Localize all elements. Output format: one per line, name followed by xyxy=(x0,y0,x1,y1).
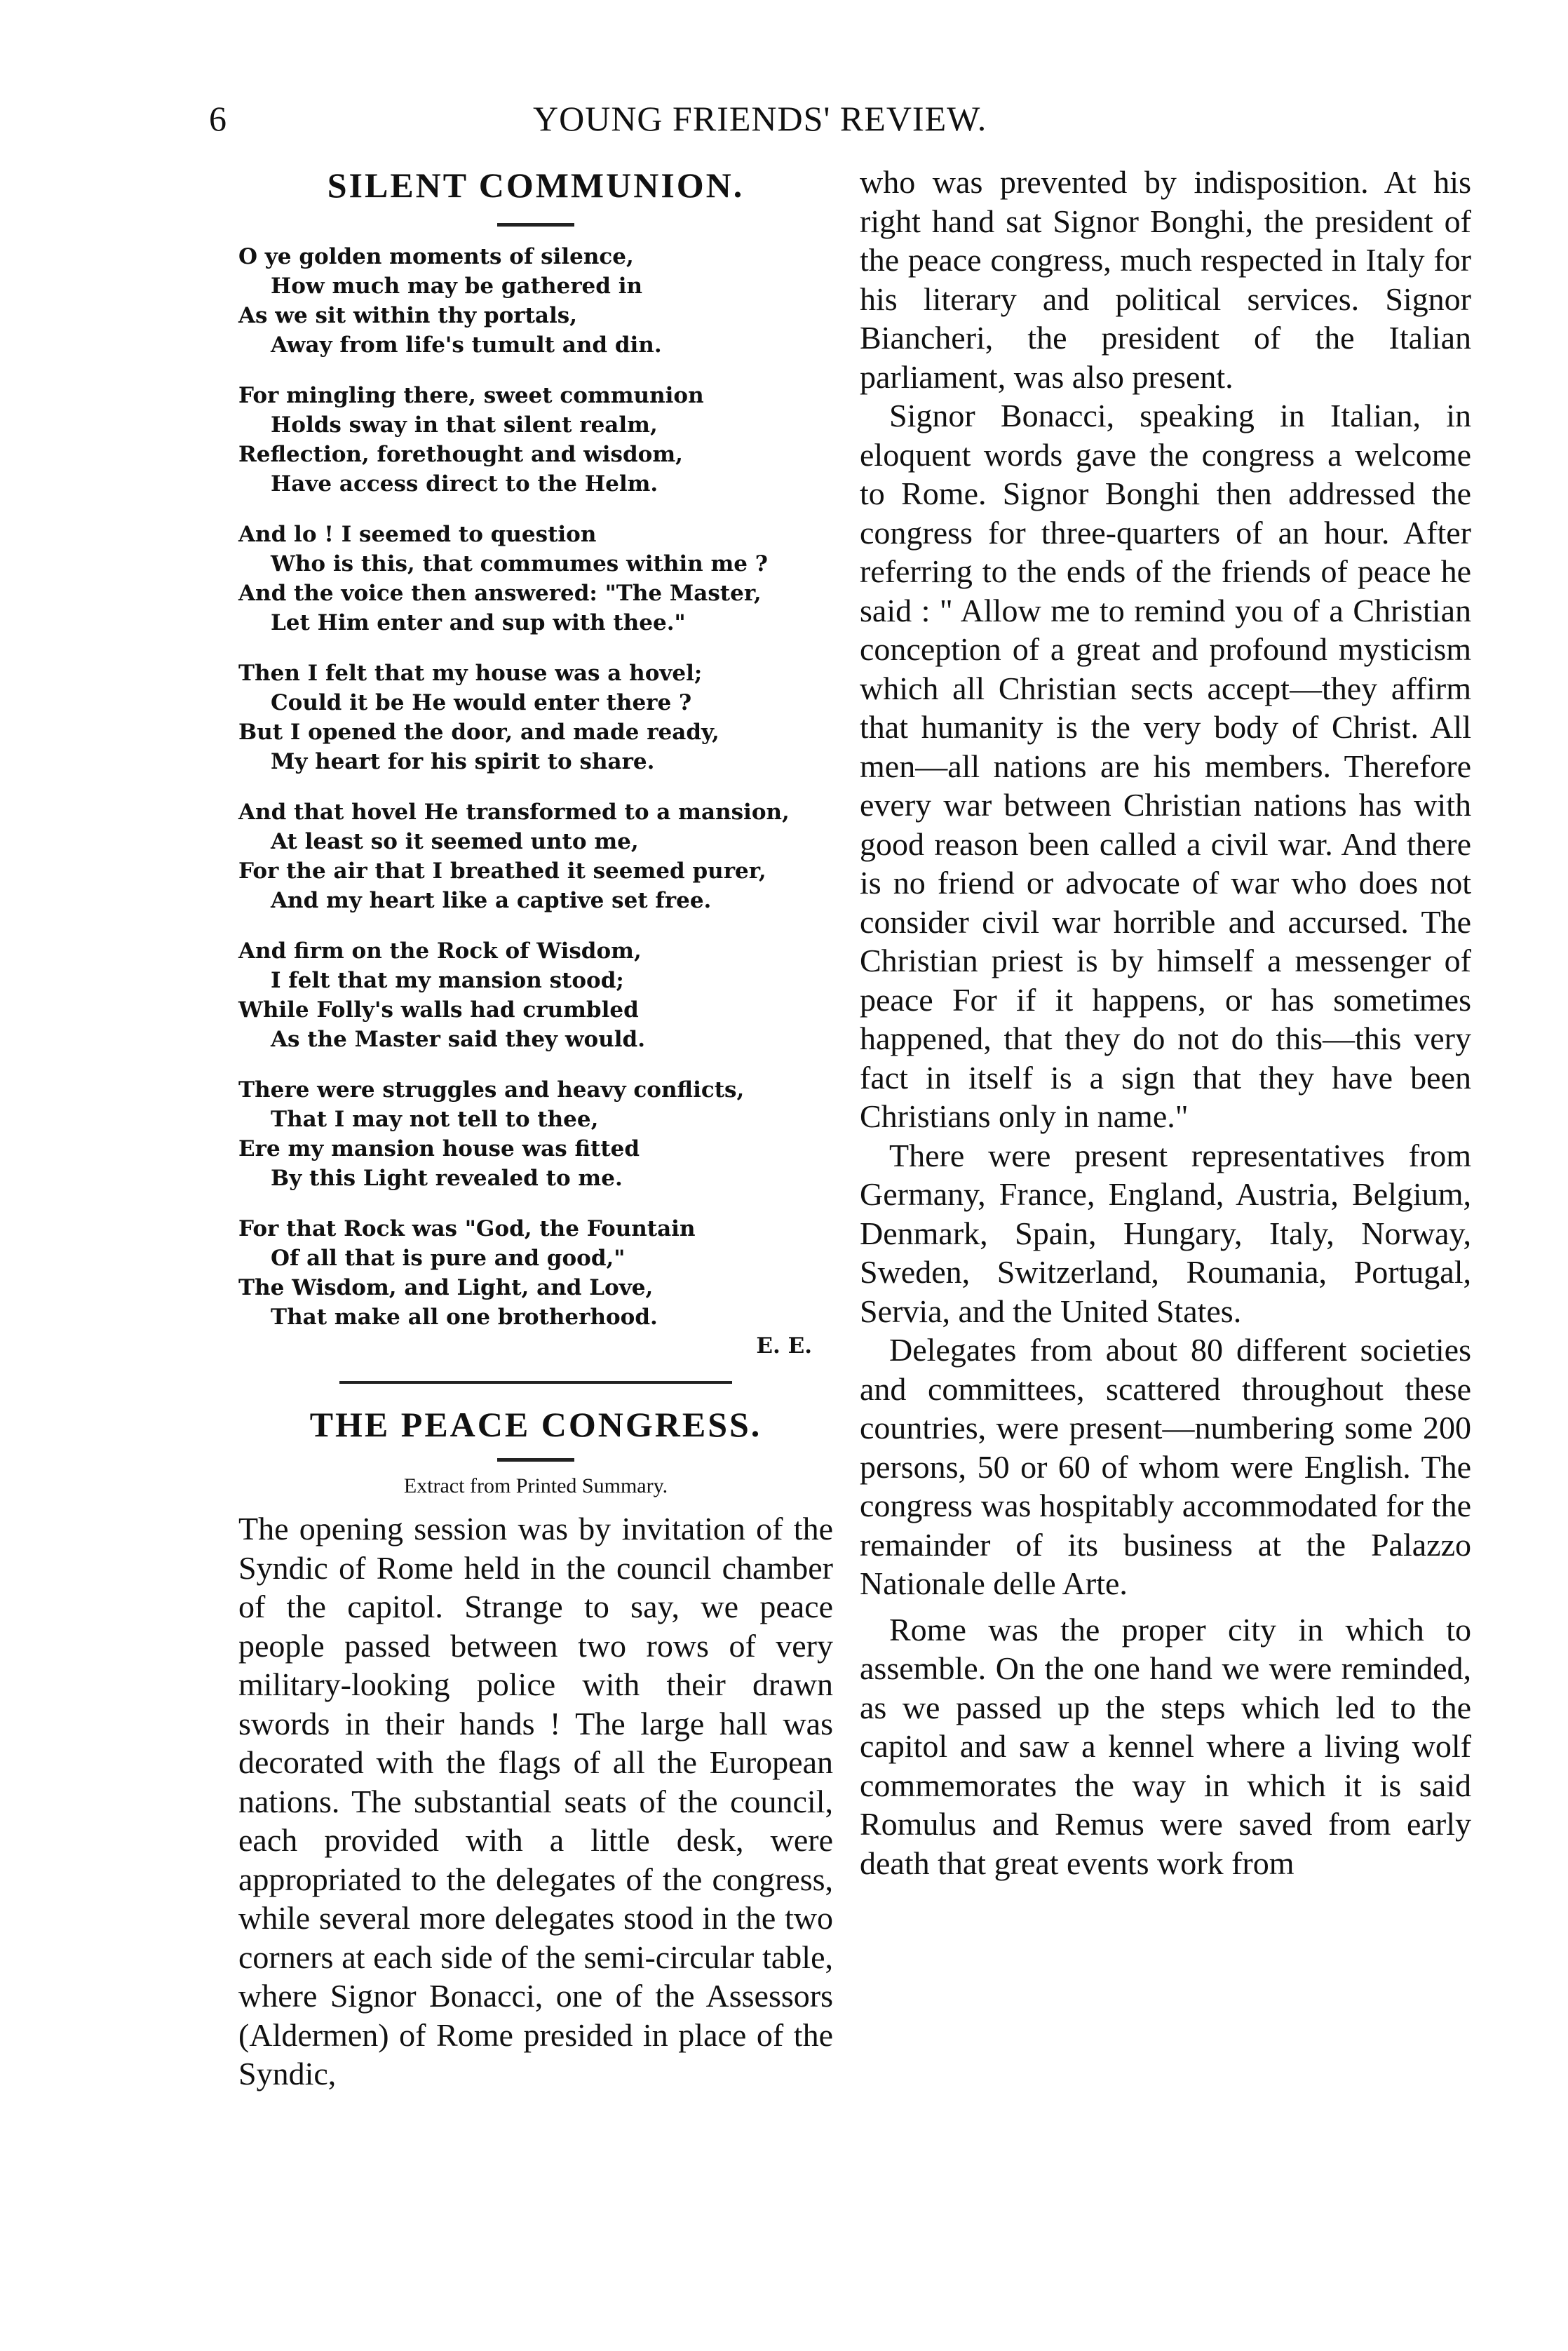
poem-line: But I opened the door, and made ready, xyxy=(238,720,719,745)
poem-line: And my heart like a captive set free. xyxy=(271,888,712,913)
poem-line: Could it be He would enter there ? xyxy=(271,690,692,715)
poem-stanza xyxy=(238,936,833,1054)
left-column xyxy=(238,163,833,2094)
poem-line: There were struggles and heavy conflicts, xyxy=(238,1077,745,1103)
poem-line: And the voice then answered: "The Master, xyxy=(238,581,762,606)
poem-line: Holds sway in that silent realm, xyxy=(271,412,658,438)
poem-line: That make all one brotherhood. xyxy=(271,1305,658,1330)
poem-line: How much may be gathered in xyxy=(271,274,643,299)
poem-line: The Wisdom, and Light, and Love, xyxy=(238,1275,654,1300)
poem-line: While Folly's walls had crumbled xyxy=(238,997,639,1023)
poem-line: Of all that is pure and good," xyxy=(271,1246,626,1271)
poem-signature: E. E. xyxy=(756,1333,812,1359)
poem-line: That I may not tell to thee, xyxy=(271,1107,599,1132)
poem-line: And that hovel He transformed to a mansion, xyxy=(238,800,790,825)
article-paragraph: Signor Bonacci, speaking in Italian, in eloquent words gave the congress a welcome to Rome. Signor Bonghi then addressed the congress for three-quarters of an hour. After referring to the ends of the friends of peace he said : " Allow me to remind you of a Christian conception of a great and profound mysticism which all Christian sects accept—they affirm that humanity is the very body of Christ. All men—all nations are his members. Therefore every war between Christian nations has with good reason been called a civil war. And there is no friend or advocate of war who does not consider civil war horrible and accursed. The Christian priest is by himself a messenger of peace For if it happens, or has sometimes happened, that they do not do this—this very fact in itself is a sign that they have been Christians only in name." xyxy=(860,398,1471,1134)
poem-line: And lo ! I seemed to question xyxy=(238,522,597,547)
poem-line: And firm on the Rock of Wisdom, xyxy=(238,938,642,964)
article-title: THE PEACE CONGRESS. xyxy=(309,1405,762,1444)
poem-line: My heart for his spirit to share. xyxy=(271,749,655,774)
poem-line: By this Light revealed to me. xyxy=(271,1166,623,1191)
poem-line: As the Master said they would. xyxy=(271,1027,646,1052)
poem-body xyxy=(238,242,833,1359)
poem-line: Away from life's tumult and din. xyxy=(271,332,662,358)
page-number: 6 xyxy=(209,99,227,138)
page-header xyxy=(0,98,1568,154)
poem-line: Let Him enter and sup with thee." xyxy=(271,610,686,635)
poem-line: For mingling there, sweet communion xyxy=(238,383,704,408)
section-divider xyxy=(339,1381,732,1384)
poem-stanza xyxy=(238,520,833,638)
right-column xyxy=(860,163,1471,1882)
poem-line: Then I felt that my house was a hovel; xyxy=(238,661,703,686)
article-paragraph: The opening session was by invitation of the Syndic of Rome held in the council chamber of the capitol. Strange to say, we peace people passed between two rows of very military-looking police with their drawn swords in their hands ! The large hall was decorated with the flags of all the European nations. The substantial seats of the council, each provided with a little desk, were appropriated to the delegates of the congress, while several more delegates stood in the two corners at each side of the semi-circular table, where Signor Bonacci, one of the Assessors (Aldermen) of Rome presided in place of the Syndic, xyxy=(238,1511,833,2091)
poem-line: I felt that my mansion stood; xyxy=(271,968,624,993)
poem-line: Who is this, that commumes within me ? xyxy=(271,551,768,577)
article-title-rule xyxy=(497,1458,574,1462)
poem-line: As we sit within thy portals, xyxy=(238,303,578,328)
poem-line: For the air that I breathed it seemed purer, xyxy=(238,858,766,884)
article-paragraph: who was prevented by indisposition. At his right hand sat Signor Bonghi, the president of the peace congress, much respected in Italy for his literary and political services. Signor Biancheri, the president of the Italian parliament, was also present. xyxy=(860,164,1471,395)
poem-stanza xyxy=(238,797,833,915)
poem-line: Have access direct to the Helm. xyxy=(271,471,658,497)
journal-title: YOUNG FRIENDS' REVIEW. xyxy=(533,99,987,138)
poem-stanza xyxy=(238,659,833,776)
poem-line: O ye golden moments of silence, xyxy=(238,244,634,269)
poem-line: For that Rock was "God, the Fountain xyxy=(238,1216,696,1241)
poem-stanza xyxy=(238,1075,833,1193)
article-paragraph: Delegates from about 80 different societies and committees, scattered throughout these countries, were present—numbering some 200 persons, 50 or 60 of whom were English. The congress was hospitably accommodated for the remainder of its business at the Palazzo Nationale delle Arte. xyxy=(860,1332,1471,1601)
title-rule xyxy=(497,223,574,227)
article-subtitle: Extract from Printed Summary. xyxy=(403,1474,668,1497)
poem-stanza xyxy=(238,242,833,360)
poem-line: At least so it seemed unto me, xyxy=(271,829,639,854)
poem-line: Ere my mansion house was fitted xyxy=(238,1136,640,1161)
article-paragraph: There were present representatives from Germany, France, England, Austria, Belgium, Denmark, Spain, Hungary, Italy, Norway, Sweden, Switzerland, Roumania, Portugal, Servia, and the United States. xyxy=(860,1137,1471,1329)
poem-line: Reflection, forethought and wisdom, xyxy=(238,442,683,467)
poem-stanza xyxy=(238,381,833,499)
poem-title: SILENT COMMUNION. xyxy=(327,166,745,205)
article-paragraph: Rome was the proper city in which to assemble. On the one hand we were reminded, as we passed up the steps which led to the capitol and saw a kennel where a living wolf commemorates the way in which it is said Romulus and Remus were saved from early death that great events work from xyxy=(860,1611,1471,1881)
poem-stanza xyxy=(238,1214,833,1332)
